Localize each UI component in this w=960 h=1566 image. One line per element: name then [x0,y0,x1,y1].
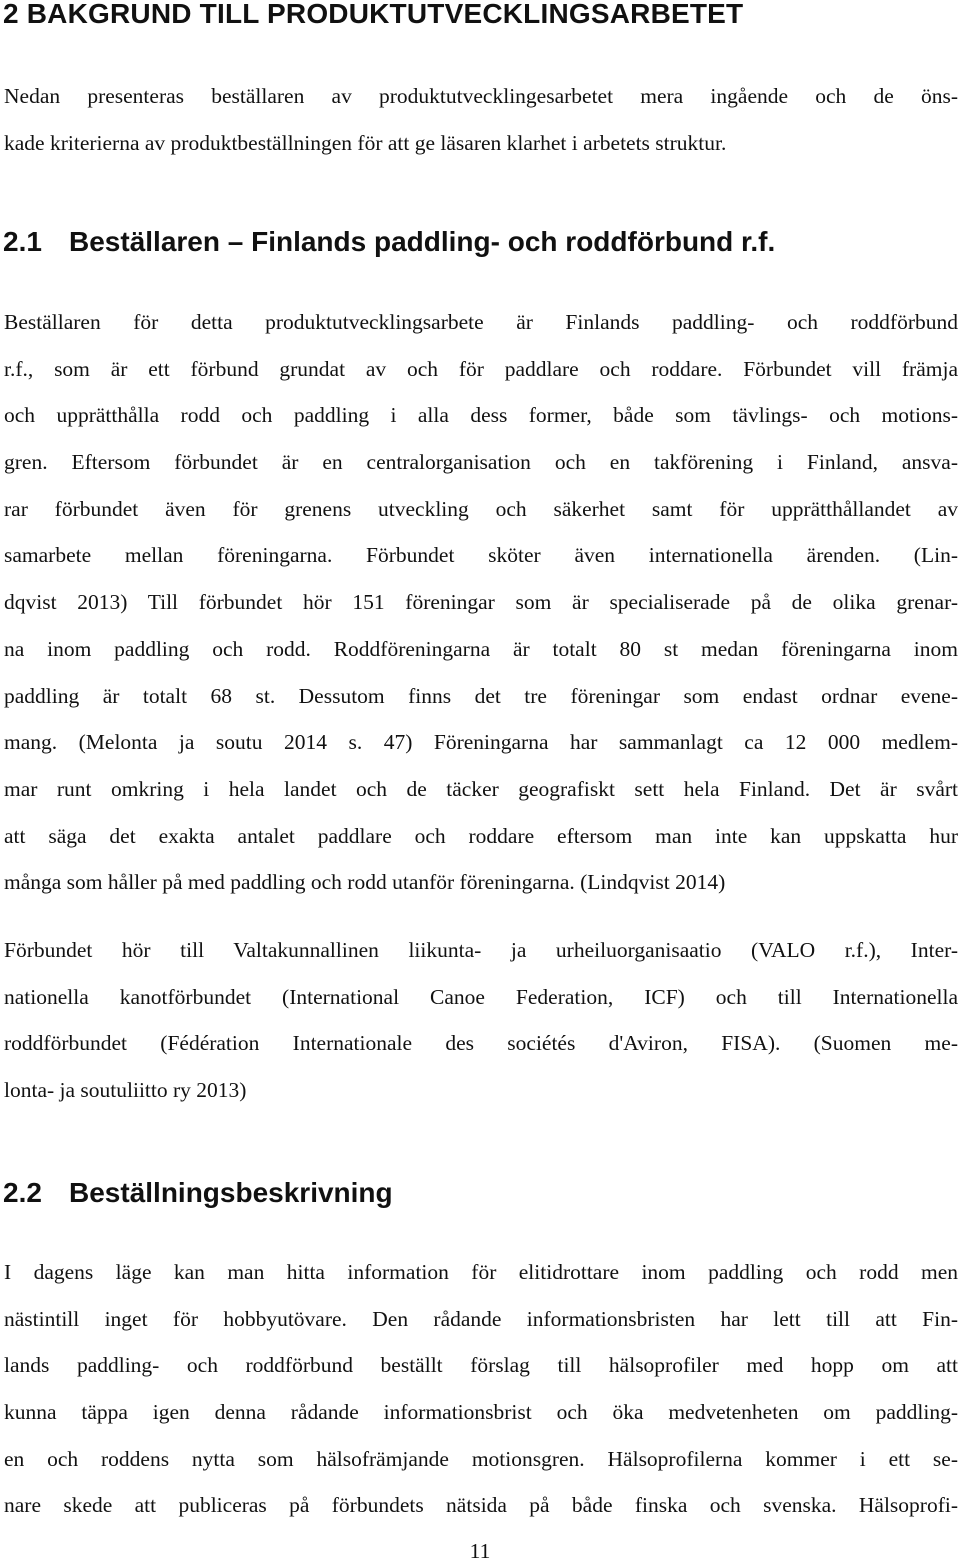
page-number: 11 [469,1539,491,1563]
section-heading-2-2 [3,1175,393,1211]
section-title: Beställaren – Finlands paddling- och roddförbund r.f. [69,226,776,257]
text-line: na inom paddling och rodd. Roddföreningarna är totalt 80 st medan föreningarna inom [4,636,958,661]
intro-paragraph [4,73,958,166]
text-line: Beställaren för detta produktutvecklingsarbete är Finlands paddling- och roddförbund [4,310,958,334]
text-line: samarbete mellan föreningarna. Förbundet sköter även internationella ärenden. (Lin- [4,543,958,568]
text-line: nationella kanotförbundet (International Canoe Federation, ICF) och till Internationella [4,984,958,1009]
text-line: I dagens läge kan man hitta information för elitidrottare inom paddling och rodd men [4,1260,958,1284]
text-line: mang. (Melonta ja soutu 2014 s. 47) Föreningarna har sammanlagt ca 12 000 medlem- [4,730,958,755]
text-line: rar förbundet även för grenens utveckling och säkerhet samt för upprätthållandet av [4,496,958,521]
text-line: dqvist 2013) Till förbundet hör 151 föreningar som är specialiserade på de olika grenar- [4,590,958,615]
text-line: roddförbundet (Fédération Internationale des sociétés d'Aviron, FISA). (Suomen me- [4,1031,958,1056]
text-line: nare skede att publiceras på förbundets nätsida på både finska och svenska. Hälsoprofi- [4,1493,958,1518]
section-2-2-paragraph [4,1249,958,1529]
text-line: att säga det exakta antalet paddlare och roddare eftersom man inte kan uppskatta hur [4,823,958,848]
text-line: Förbundet hör till Valtakunnallinen liikunta- ja urheiluorganisaatio (VALO r.f.), Inter- [4,938,958,962]
text-line: r.f., som är ett förbund grundat av och för paddlare och roddare. Förbundet vill främja [4,356,958,381]
section-number: 2.2 [3,1177,42,1208]
text-line: mar runt omkring i hela landet och de täcker geografiskt sett hela Finland. Det är svårt [4,776,958,801]
text-line: kunna täppa igen denna rådande informationsbrist och öka medvetenheten om paddling- [4,1400,958,1425]
text-line: lands paddling- och roddförbund beställt förslag till hälsoprofiler med hopp om att [4,1353,958,1378]
text-line: gren. Eftersom förbundet är en centralorganisation och en takförening i Finland, ansva- [4,450,958,475]
section-2-1-paragraph-1 [4,299,958,906]
section-heading-2-1 [3,224,775,260]
text-line: och upprätthålla rodd och paddling i alla dess former, både som tävlings- och motions- [4,403,958,428]
text-line: kade kriterierna av produktbeställningen för att ge läsaren klarhet i arbetets struktur. [4,130,727,155]
text-line: lonta- ja soutuliitto ry 2013) [4,1078,247,1103]
section-title: Beställningsbeskrivning [69,1177,393,1208]
text-line: nästintill inget för hobbyutövare. Den rådande informationsbristen har lett till att Fin- [4,1306,958,1331]
chapter-heading: 2 BAKGRUND TILL PRODUKTUTVECKLINGSARBETET [3,0,744,29]
text-line: Nedan presenteras beställaren av produktutvecklingesarbetet mera ingående och de öns- [4,84,958,108]
text-line: många som håller på med paddling och rodd utanför föreningarna. (Lindqvist 2014) [4,870,726,895]
section-number: 2.1 [3,226,42,257]
section-2-1-paragraph-2 [4,927,958,1114]
text-line: paddling är totalt 68 st. Dessutom finns det tre föreningar som endast ordnar evene- [4,683,958,708]
text-line: en och roddens nytta som hälsofrämjande motionsgren. Hälsoprofilerna kommer i ett se- [4,1446,958,1471]
